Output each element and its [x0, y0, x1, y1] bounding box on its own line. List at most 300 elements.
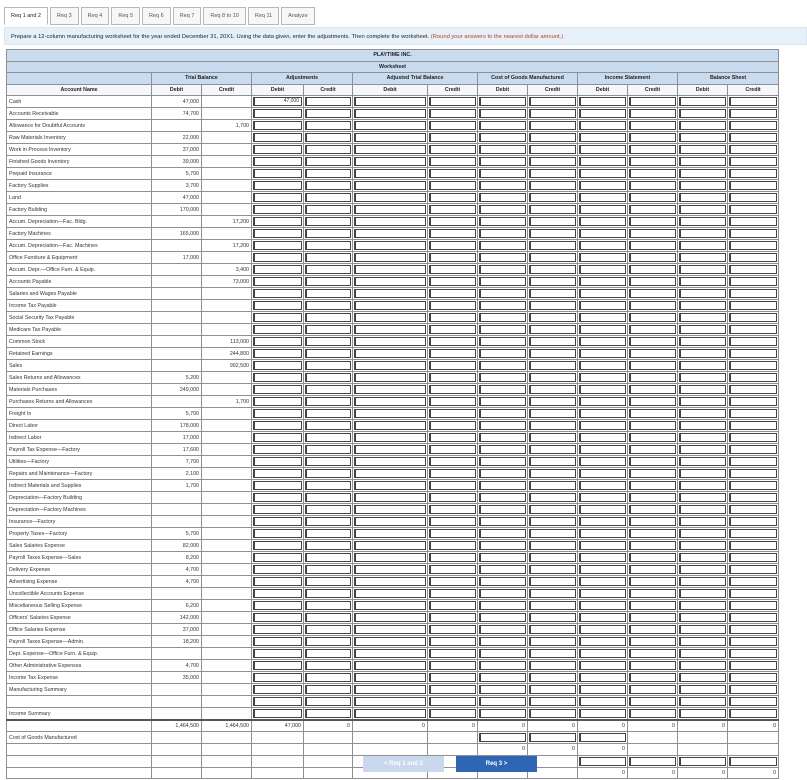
- is-debit-input[interactable]: [579, 445, 626, 454]
- bs-debit-input[interactable]: [679, 481, 726, 490]
- adj-debit-input[interactable]: [253, 397, 302, 406]
- adj-debit-input[interactable]: [253, 193, 302, 202]
- atb-debit-input[interactable]: [354, 241, 426, 250]
- is-debit-input[interactable]: [579, 517, 626, 526]
- adj-credit-input[interactable]: [305, 181, 351, 190]
- bs-debit-input[interactable]: [679, 601, 726, 610]
- adj-credit-input[interactable]: [305, 385, 351, 394]
- atb-credit-input[interactable]: [429, 553, 476, 562]
- adj-credit-input[interactable]: [305, 289, 351, 298]
- cgm-debit-input[interactable]: [479, 301, 526, 310]
- is-debit-input[interactable]: [579, 409, 626, 418]
- atb-debit-input[interactable]: [354, 457, 426, 466]
- atb-credit-input[interactable]: [429, 649, 476, 658]
- cgm-credit-input[interactable]: [529, 613, 576, 622]
- cgm-credit-input[interactable]: [529, 205, 576, 214]
- cgm-debit-input[interactable]: [479, 241, 526, 250]
- bs-debit-input[interactable]: [679, 517, 726, 526]
- is-credit-input[interactable]: [629, 601, 676, 610]
- is-credit-input[interactable]: [629, 289, 676, 298]
- cgm-credit-input[interactable]: [529, 529, 576, 538]
- atb-debit-input[interactable]: [354, 397, 426, 406]
- bs-credit-input[interactable]: [729, 121, 777, 130]
- is-debit-input[interactable]: [579, 685, 626, 694]
- atb-debit-input[interactable]: [354, 481, 426, 490]
- is-credit-input[interactable]: [629, 325, 676, 334]
- is-credit-input[interactable]: [629, 613, 676, 622]
- adj-credit-input[interactable]: [305, 433, 351, 442]
- bs-credit-input[interactable]: [729, 637, 777, 646]
- adj-debit-input[interactable]: [253, 121, 302, 130]
- cgm-debit-input[interactable]: [479, 349, 526, 358]
- is-credit-input[interactable]: [629, 541, 676, 550]
- atb-credit-input[interactable]: [429, 349, 476, 358]
- is-debit-input[interactable]: [579, 157, 626, 166]
- is-credit-input[interactable]: [629, 481, 676, 490]
- is-credit-input[interactable]: [629, 193, 676, 202]
- is-credit-input[interactable]: [629, 373, 676, 382]
- adj-credit-input[interactable]: [305, 553, 351, 562]
- atb-debit-input[interactable]: [354, 121, 426, 130]
- cgm-debit-input[interactable]: [479, 673, 526, 682]
- adj-debit-input[interactable]: [253, 529, 302, 538]
- is-credit-input[interactable]: [629, 565, 676, 574]
- is-debit-input[interactable]: [579, 145, 626, 154]
- atb-credit-input[interactable]: [429, 565, 476, 574]
- is-credit-input[interactable]: [629, 529, 676, 538]
- adj-debit-input[interactable]: [253, 145, 302, 154]
- bs-credit-input[interactable]: [729, 673, 777, 682]
- bs-credit-input[interactable]: [729, 601, 777, 610]
- atb-debit-input[interactable]: [354, 253, 426, 262]
- bs-debit-input[interactable]: [679, 157, 726, 166]
- atb-credit-input[interactable]: [429, 277, 476, 286]
- atb-credit-input[interactable]: [429, 121, 476, 130]
- cgm-debit-input[interactable]: [479, 313, 526, 322]
- is-credit-input[interactable]: [629, 421, 676, 430]
- adj-credit-input[interactable]: [305, 445, 351, 454]
- atb-debit-input[interactable]: [354, 445, 426, 454]
- atb-credit-input[interactable]: [429, 169, 476, 178]
- atb-credit-input[interactable]: [429, 361, 476, 370]
- bs-debit-input[interactable]: [679, 169, 726, 178]
- bs-debit-input[interactable]: [679, 97, 726, 106]
- is-debit-input[interactable]: [579, 253, 626, 262]
- adj-debit-input[interactable]: [253, 409, 302, 418]
- bs-debit-input[interactable]: [679, 433, 726, 442]
- cgm-debit-input[interactable]: [479, 193, 526, 202]
- is-credit-input[interactable]: [629, 661, 676, 670]
- adj-credit-input[interactable]: [305, 109, 351, 118]
- atb-credit-input[interactable]: [429, 157, 476, 166]
- bs-debit-input[interactable]: [679, 205, 726, 214]
- cgm-credit-input[interactable]: [529, 457, 576, 466]
- cgm-debit-input[interactable]: [479, 493, 526, 502]
- cgm-debit-input[interactable]: [479, 121, 526, 130]
- is-credit-input[interactable]: [629, 277, 676, 286]
- cgm-credit-input[interactable]: [529, 733, 576, 742]
- is-debit-input[interactable]: [579, 589, 626, 598]
- is-debit-input[interactable]: [579, 505, 626, 514]
- bs-credit-input[interactable]: [729, 385, 777, 394]
- atb-debit-input[interactable]: [354, 529, 426, 538]
- atb-debit-input[interactable]: [354, 661, 426, 670]
- cgm-credit-input[interactable]: [529, 517, 576, 526]
- is-debit-input[interactable]: [579, 469, 626, 478]
- atb-credit-input[interactable]: [429, 145, 476, 154]
- adj-credit-input[interactable]: [305, 481, 351, 490]
- bs-credit-input[interactable]: [729, 373, 777, 382]
- is-credit-input[interactable]: [629, 145, 676, 154]
- bs-debit-input[interactable]: [679, 757, 726, 766]
- cgm-debit-input[interactable]: [479, 529, 526, 538]
- cgm-debit-input[interactable]: [479, 181, 526, 190]
- bs-credit-input[interactable]: [729, 133, 777, 142]
- cgm-credit-input[interactable]: [529, 433, 576, 442]
- is-debit-input[interactable]: [579, 625, 626, 634]
- bs-credit-input[interactable]: [729, 685, 777, 694]
- atb-debit-input[interactable]: [354, 157, 426, 166]
- cgm-debit-input[interactable]: [479, 397, 526, 406]
- adj-debit-input[interactable]: [253, 505, 302, 514]
- bs-credit-input[interactable]: [729, 589, 777, 598]
- is-credit-input[interactable]: [629, 97, 676, 106]
- atb-debit-input[interactable]: [354, 685, 426, 694]
- atb-debit-input[interactable]: [354, 277, 426, 286]
- is-credit-input[interactable]: [629, 397, 676, 406]
- is-credit-input[interactable]: [629, 361, 676, 370]
- atb-credit-input[interactable]: [429, 409, 476, 418]
- is-credit-input[interactable]: [629, 265, 676, 274]
- cgm-credit-input[interactable]: [529, 589, 576, 598]
- cgm-credit-input[interactable]: [529, 685, 576, 694]
- adj-debit-input[interactable]: [253, 637, 302, 646]
- is-debit-input[interactable]: [579, 289, 626, 298]
- cgm-debit-input[interactable]: [479, 217, 526, 226]
- bs-credit-input[interactable]: [729, 169, 777, 178]
- adj-credit-input[interactable]: [305, 661, 351, 670]
- atb-credit-input[interactable]: [429, 205, 476, 214]
- bs-debit-input[interactable]: [679, 565, 726, 574]
- is-credit-input[interactable]: [629, 337, 676, 346]
- atb-debit-input[interactable]: [354, 229, 426, 238]
- is-debit-input[interactable]: [579, 361, 626, 370]
- bs-debit-input[interactable]: [679, 265, 726, 274]
- atb-credit-input[interactable]: [429, 589, 476, 598]
- cgm-credit-input[interactable]: [529, 445, 576, 454]
- adj-debit-input[interactable]: [253, 181, 302, 190]
- is-credit-input[interactable]: [629, 709, 676, 718]
- cgm-credit-input[interactable]: [529, 493, 576, 502]
- atb-debit-input[interactable]: [354, 313, 426, 322]
- is-credit-input[interactable]: [629, 553, 676, 562]
- is-credit-input[interactable]: [629, 301, 676, 310]
- atb-credit-input[interactable]: [429, 133, 476, 142]
- bs-debit-input[interactable]: [679, 553, 726, 562]
- bs-debit-input[interactable]: [679, 301, 726, 310]
- adj-debit-input[interactable]: [253, 541, 302, 550]
- atb-credit-input[interactable]: [429, 673, 476, 682]
- atb-debit-input[interactable]: [354, 109, 426, 118]
- bs-debit-input[interactable]: [679, 325, 726, 334]
- cgm-credit-input[interactable]: [529, 337, 576, 346]
- bs-debit-input[interactable]: [679, 217, 726, 226]
- adj-debit-input[interactable]: [253, 493, 302, 502]
- cgm-credit-input[interactable]: [529, 361, 576, 370]
- adj-credit-input[interactable]: [305, 397, 351, 406]
- cgm-credit-input[interactable]: [529, 649, 576, 658]
- bs-debit-input[interactable]: [679, 625, 726, 634]
- cgm-credit-input[interactable]: [529, 661, 576, 670]
- bs-debit-input[interactable]: [679, 133, 726, 142]
- cgm-credit-input[interactable]: [529, 637, 576, 646]
- adj-debit-input[interactable]: [253, 625, 302, 634]
- is-debit-input[interactable]: [579, 757, 626, 766]
- bs-credit-input[interactable]: [729, 361, 777, 370]
- bs-debit-input[interactable]: [679, 349, 726, 358]
- cgm-credit-input[interactable]: [529, 241, 576, 250]
- atb-credit-input[interactable]: [429, 421, 476, 430]
- adj-debit-input[interactable]: [253, 361, 302, 370]
- bs-debit-input[interactable]: [679, 337, 726, 346]
- is-debit-input[interactable]: [579, 349, 626, 358]
- adj-credit-input[interactable]: [305, 529, 351, 538]
- is-credit-input[interactable]: [629, 385, 676, 394]
- cgm-credit-input[interactable]: [529, 469, 576, 478]
- cgm-credit-input[interactable]: [529, 409, 576, 418]
- bs-credit-input[interactable]: [729, 409, 777, 418]
- bs-credit-input[interactable]: [729, 457, 777, 466]
- atb-debit-input[interactable]: [354, 421, 426, 430]
- adj-credit-input[interactable]: [305, 637, 351, 646]
- adj-debit-input[interactable]: [253, 337, 302, 346]
- bs-debit-input[interactable]: [679, 409, 726, 418]
- cgm-credit-input[interactable]: [529, 313, 576, 322]
- bs-credit-input[interactable]: [729, 301, 777, 310]
- cgm-debit-input[interactable]: [479, 733, 526, 742]
- adj-debit-input[interactable]: [253, 601, 302, 610]
- cgm-debit-input[interactable]: [479, 373, 526, 382]
- bs-credit-input[interactable]: [729, 529, 777, 538]
- bs-debit-input[interactable]: [679, 649, 726, 658]
- cgm-debit-input[interactable]: [479, 577, 526, 586]
- atb-credit-input[interactable]: [429, 193, 476, 202]
- atb-debit-input[interactable]: [354, 469, 426, 478]
- atb-debit-input[interactable]: [354, 349, 426, 358]
- atb-credit-input[interactable]: [429, 325, 476, 334]
- adj-credit-input[interactable]: [305, 97, 351, 106]
- bs-debit-input[interactable]: [679, 529, 726, 538]
- is-credit-input[interactable]: [629, 133, 676, 142]
- adj-debit-input[interactable]: 47,000: [253, 97, 302, 106]
- adj-debit-input[interactable]: [253, 241, 302, 250]
- bs-debit-input[interactable]: [679, 397, 726, 406]
- cgm-debit-input[interactable]: [479, 685, 526, 694]
- adj-credit-input[interactable]: [305, 457, 351, 466]
- is-debit-input[interactable]: [579, 385, 626, 394]
- adj-debit-input[interactable]: [253, 685, 302, 694]
- cgm-debit-input[interactable]: [479, 133, 526, 142]
- adj-credit-input[interactable]: [305, 649, 351, 658]
- is-credit-input[interactable]: [629, 649, 676, 658]
- atb-debit-input[interactable]: [354, 337, 426, 346]
- adj-debit-input[interactable]: [253, 301, 302, 310]
- is-debit-input[interactable]: [579, 457, 626, 466]
- is-debit-input[interactable]: [579, 325, 626, 334]
- tab-analyze[interactable]: Analyze: [281, 7, 315, 25]
- bs-credit-input[interactable]: [729, 349, 777, 358]
- atb-credit-input[interactable]: [429, 445, 476, 454]
- adj-debit-input[interactable]: [253, 373, 302, 382]
- bs-credit-input[interactable]: [729, 517, 777, 526]
- atb-debit-input[interactable]: [354, 625, 426, 634]
- adj-credit-input[interactable]: [305, 133, 351, 142]
- is-credit-input[interactable]: [629, 109, 676, 118]
- bs-debit-input[interactable]: [679, 541, 726, 550]
- adj-credit-input[interactable]: [305, 685, 351, 694]
- is-credit-input[interactable]: [629, 409, 676, 418]
- is-debit-input[interactable]: [579, 205, 626, 214]
- is-debit-input[interactable]: [579, 337, 626, 346]
- atb-debit-input[interactable]: [354, 673, 426, 682]
- cgm-debit-input[interactable]: [479, 649, 526, 658]
- bs-credit-input[interactable]: [729, 157, 777, 166]
- tab-req-5[interactable]: Req 5: [111, 7, 140, 25]
- is-debit-input[interactable]: [579, 673, 626, 682]
- atb-credit-input[interactable]: [429, 637, 476, 646]
- atb-debit-input[interactable]: [354, 265, 426, 274]
- bs-debit-input[interactable]: [679, 361, 726, 370]
- atb-debit-input[interactable]: [354, 325, 426, 334]
- adj-debit-input[interactable]: [253, 229, 302, 238]
- is-credit-input[interactable]: [629, 493, 676, 502]
- atb-credit-input[interactable]: [429, 373, 476, 382]
- cgm-credit-input[interactable]: [529, 277, 576, 286]
- adj-debit-input[interactable]: [253, 265, 302, 274]
- atb-credit-input[interactable]: [429, 397, 476, 406]
- adj-credit-input[interactable]: [305, 625, 351, 634]
- is-debit-input[interactable]: [579, 421, 626, 430]
- atb-credit-input[interactable]: [429, 109, 476, 118]
- bs-debit-input[interactable]: [679, 673, 726, 682]
- adj-credit-input[interactable]: [305, 589, 351, 598]
- is-debit-input[interactable]: [579, 241, 626, 250]
- cgm-debit-input[interactable]: [479, 409, 526, 418]
- bs-debit-input[interactable]: [679, 181, 726, 190]
- atb-debit-input[interactable]: [354, 433, 426, 442]
- cgm-credit-input[interactable]: [529, 157, 576, 166]
- adj-credit-input[interactable]: [305, 229, 351, 238]
- bs-debit-input[interactable]: [679, 613, 726, 622]
- is-credit-input[interactable]: [629, 445, 676, 454]
- cgm-debit-input[interactable]: [479, 613, 526, 622]
- adj-credit-input[interactable]: [305, 301, 351, 310]
- is-credit-input[interactable]: [629, 685, 676, 694]
- adj-credit-input[interactable]: [305, 361, 351, 370]
- cgm-credit-input[interactable]: [529, 169, 576, 178]
- is-debit-input[interactable]: [579, 169, 626, 178]
- atb-debit-input[interactable]: [354, 373, 426, 382]
- cgm-credit-input[interactable]: [529, 97, 576, 106]
- cgm-debit-input[interactable]: [479, 553, 526, 562]
- bs-credit-input[interactable]: [729, 109, 777, 118]
- is-credit-input[interactable]: [629, 217, 676, 226]
- cgm-credit-input[interactable]: [529, 349, 576, 358]
- atb-debit-input[interactable]: [354, 601, 426, 610]
- atb-credit-input[interactable]: [429, 301, 476, 310]
- is-debit-input[interactable]: [579, 601, 626, 610]
- adj-credit-input[interactable]: [305, 349, 351, 358]
- cgm-credit-input[interactable]: [529, 421, 576, 430]
- adj-credit-input[interactable]: [305, 169, 351, 178]
- bs-credit-input[interactable]: [729, 337, 777, 346]
- cgm-credit-input[interactable]: [529, 121, 576, 130]
- cgm-credit-input[interactable]: [529, 625, 576, 634]
- adj-debit-input[interactable]: [253, 553, 302, 562]
- bs-credit-input[interactable]: [729, 505, 777, 514]
- bs-credit-input[interactable]: [729, 229, 777, 238]
- atb-credit-input[interactable]: [429, 469, 476, 478]
- bs-credit-input[interactable]: [729, 433, 777, 442]
- cgm-debit-input[interactable]: [479, 385, 526, 394]
- bs-credit-input[interactable]: [729, 277, 777, 286]
- is-debit-input[interactable]: [579, 433, 626, 442]
- bs-credit-input[interactable]: [729, 565, 777, 574]
- is-debit-input[interactable]: [579, 265, 626, 274]
- atb-debit-input[interactable]: [354, 145, 426, 154]
- adj-credit-input[interactable]: [305, 541, 351, 550]
- adj-debit-input[interactable]: [253, 613, 302, 622]
- cgm-credit-input[interactable]: [529, 181, 576, 190]
- bs-credit-input[interactable]: [729, 97, 777, 106]
- adj-debit-input[interactable]: [253, 253, 302, 262]
- is-debit-input[interactable]: [579, 109, 626, 118]
- next-req-button[interactable]: Req 3 >: [456, 756, 537, 772]
- bs-debit-input[interactable]: [679, 421, 726, 430]
- bs-debit-input[interactable]: [679, 313, 726, 322]
- bs-credit-input[interactable]: [729, 445, 777, 454]
- cgm-debit-input[interactable]: [479, 277, 526, 286]
- adj-credit-input[interactable]: [305, 373, 351, 382]
- is-debit-input[interactable]: [579, 181, 626, 190]
- cgm-debit-input[interactable]: [479, 97, 526, 106]
- adj-debit-input[interactable]: [253, 649, 302, 658]
- cgm-debit-input[interactable]: [479, 361, 526, 370]
- is-debit-input[interactable]: [579, 193, 626, 202]
- bs-debit-input[interactable]: [679, 709, 726, 718]
- adj-credit-input[interactable]: [305, 253, 351, 262]
- adj-debit-input[interactable]: [253, 313, 302, 322]
- cgm-credit-input[interactable]: [529, 697, 576, 706]
- cgm-credit-input[interactable]: [529, 673, 576, 682]
- is-debit-input[interactable]: [579, 301, 626, 310]
- atb-credit-input[interactable]: [429, 613, 476, 622]
- adj-credit-input[interactable]: [305, 469, 351, 478]
- bs-debit-input[interactable]: [679, 241, 726, 250]
- adj-debit-input[interactable]: [253, 469, 302, 478]
- atb-debit-input[interactable]: [354, 577, 426, 586]
- atb-debit-input[interactable]: [354, 493, 426, 502]
- is-debit-input[interactable]: [579, 661, 626, 670]
- adj-debit-input[interactable]: [253, 385, 302, 394]
- adj-credit-input[interactable]: [305, 217, 351, 226]
- bs-debit-input[interactable]: [679, 289, 726, 298]
- bs-credit-input[interactable]: [729, 757, 777, 766]
- cgm-debit-input[interactable]: [479, 325, 526, 334]
- atb-debit-input[interactable]: [354, 517, 426, 526]
- atb-debit-input[interactable]: [354, 649, 426, 658]
- atb-credit-input[interactable]: [429, 253, 476, 262]
